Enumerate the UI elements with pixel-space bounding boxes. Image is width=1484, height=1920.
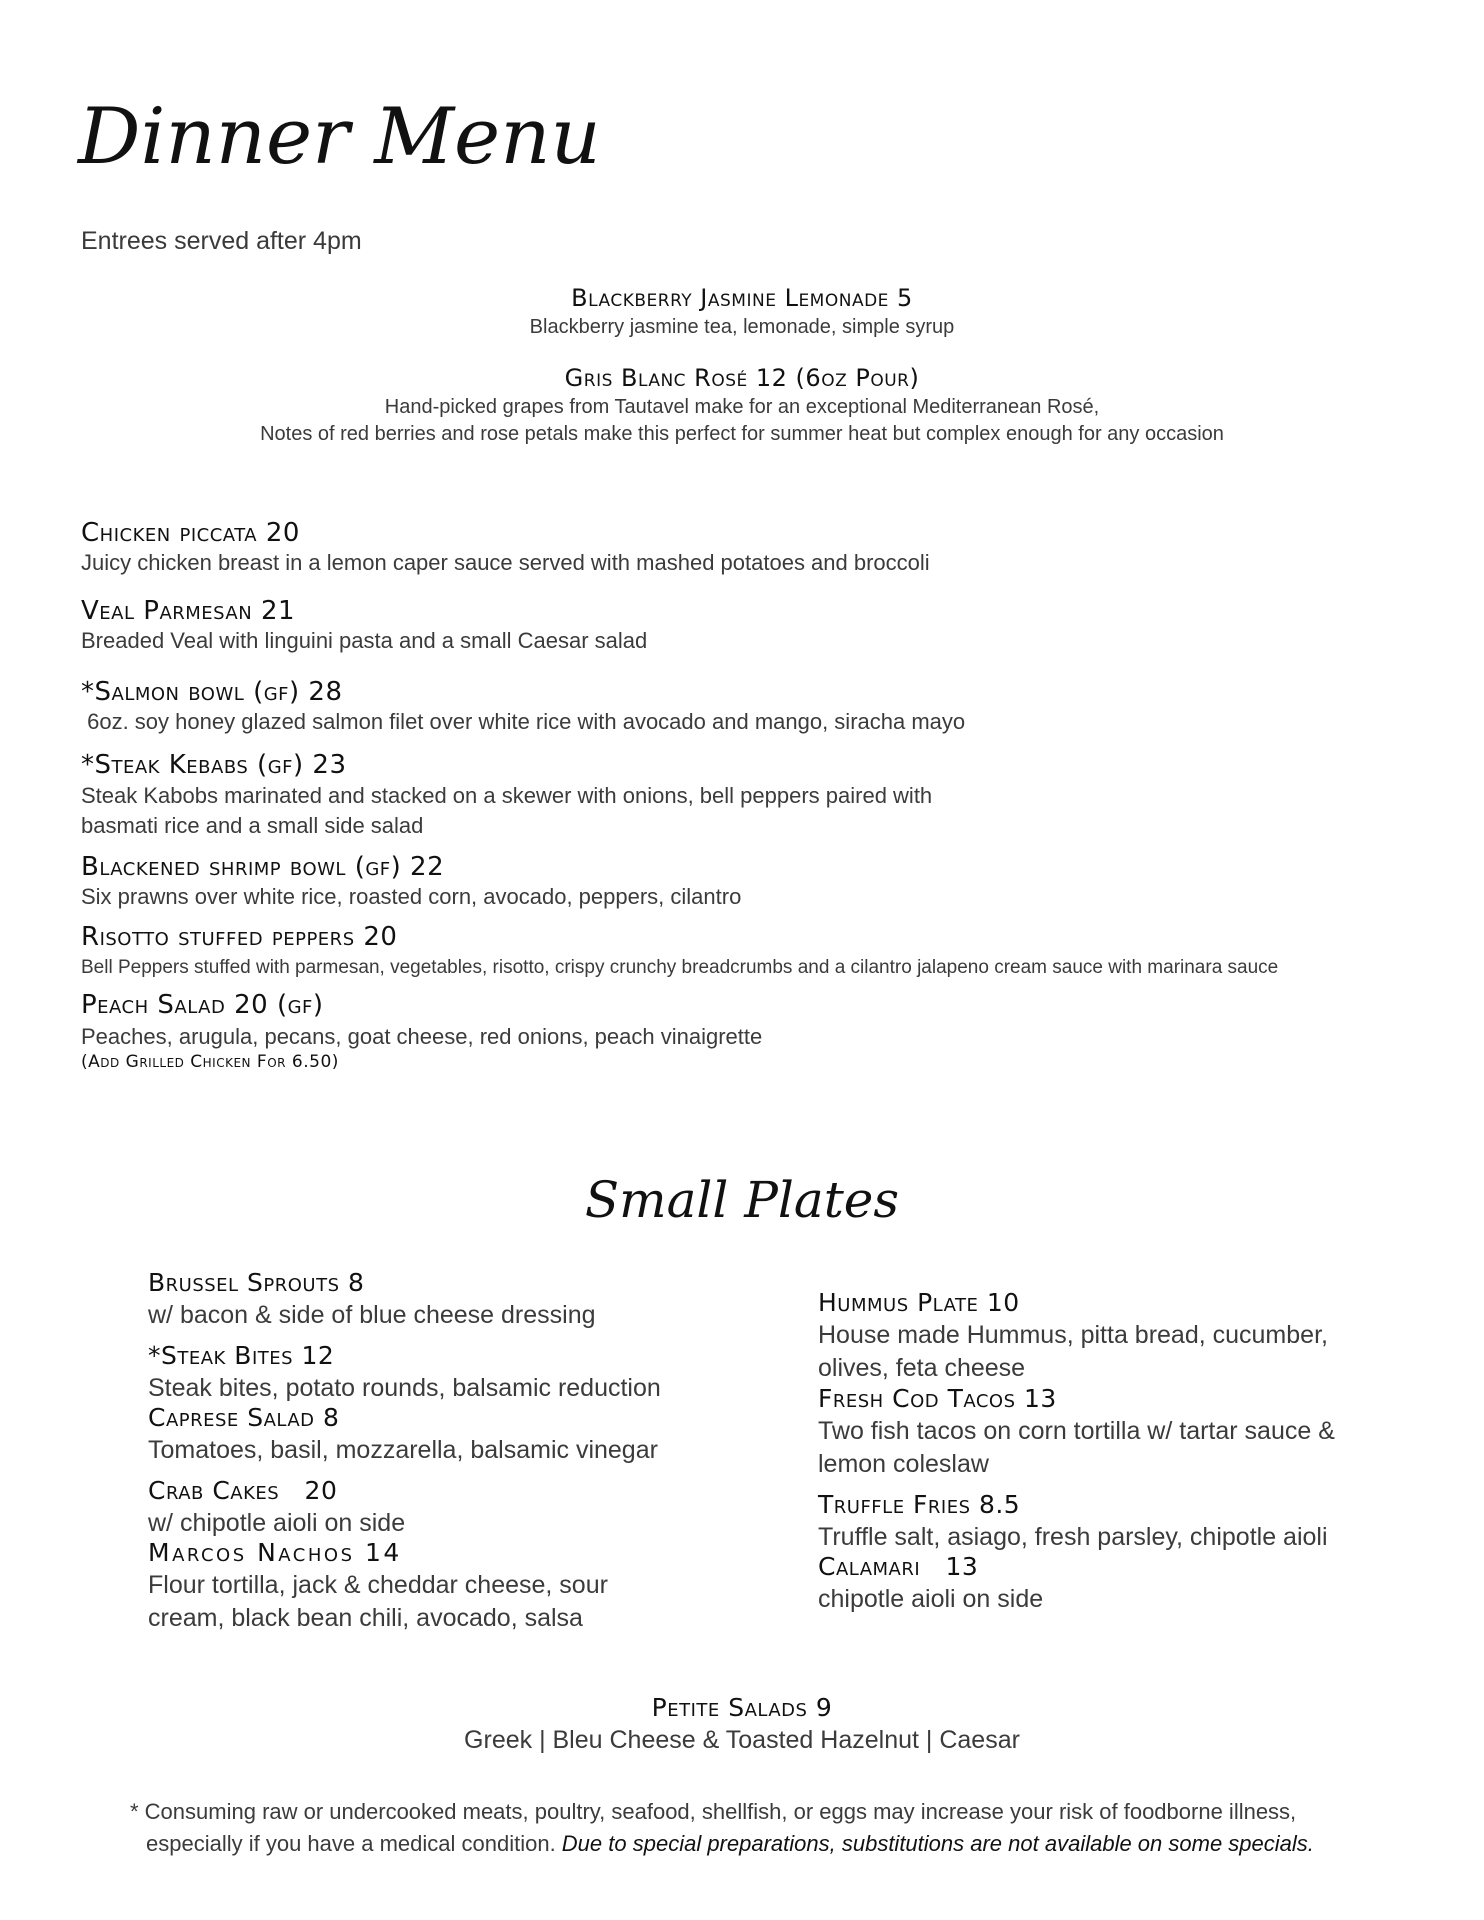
petite-salads-options: Greek | Bleu Cheese & Toasted Hazelnut | Caesar xyxy=(464,1726,1020,1754)
small-plate-description: Tomatoes, basil, mozzarella, balsamic vinegar xyxy=(148,1436,658,1464)
drink-description: Hand-picked grapes from Tautavel make for an exceptional Mediterranean Rosé, xyxy=(384,396,1100,418)
substitution-notice: Due to special preparations, substitutions are not available on some specials. xyxy=(561,1831,1314,1856)
entree-name: Risotto stuffed peppers 20 xyxy=(81,922,398,952)
small-plate-name: Hummus Plate 10 xyxy=(818,1288,1020,1317)
entree-description: Six prawns over white rice, roasted corn, avocado, peppers, cilantro xyxy=(81,884,742,909)
small-plate-name: *Steak Bites 12 xyxy=(148,1341,335,1370)
entree-name: Blackened shrimp bowl (gf) 22 xyxy=(81,852,445,882)
entree-description: Breaded Veal with linguini pasta and a small Caesar salad xyxy=(81,628,648,653)
entree-description: 6oz. soy honey glazed salmon filet over white rice with avocado and mango, siracha mayo xyxy=(81,709,966,734)
drink-name: Blackberry Jasmine Lemonade 5 xyxy=(571,284,913,312)
entree-description: Peaches, arugula, pecans, goat cheese, red onions, peach vinaigrette xyxy=(81,1024,763,1049)
small-plate-description: Steak bites, potato rounds, balsamic reduction xyxy=(148,1374,661,1402)
disclaimer-line-2 xyxy=(146,1831,1406,1857)
entree-name: Peach Salad 20 (gf) xyxy=(81,990,324,1020)
petite-salads-name: Petite Salads 9 xyxy=(651,1693,833,1722)
entree-description: basmati rice and a small side salad xyxy=(81,813,424,838)
small-plate-name: Crab Cakes 20 xyxy=(148,1476,338,1505)
entree-description: Bell Peppers stuffed with parmesan, vegetables, risotto, crispy crunchy breadcrumbs and a cilantro jalapeno cream sauce with marinara sauce xyxy=(81,957,1279,978)
entree-name: Veal Parmesan 21 xyxy=(81,596,296,626)
small-plate-description: w/ chipotle aioli on side xyxy=(148,1509,406,1537)
small-plates-title: Small Plates xyxy=(584,1171,900,1229)
small-plate-description: Truffle salt, asiago, fresh parsley, chipotle aioli xyxy=(818,1523,1328,1551)
small-plate-description: w/ bacon & side of blue cheese dressing xyxy=(148,1301,596,1329)
small-plate-description: olives, feta cheese xyxy=(818,1354,1026,1382)
small-plate-name: Calamari 13 xyxy=(818,1552,979,1581)
entree-name: Chicken piccata 20 xyxy=(81,518,300,548)
entree-add-on-note: (Add Grilled Chicken For 6.50) xyxy=(81,1052,339,1072)
drink-description: Blackberry jasmine tea, lemonade, simple syrup xyxy=(529,316,955,338)
small-plate-description: Two fish tacos on corn tortilla w/ tartar sauce & xyxy=(818,1417,1335,1445)
small-plate-description: House made Hummus, pitta bread, cucumber, xyxy=(818,1321,1328,1349)
small-plate-name: Marcos Nachos 14 xyxy=(148,1538,402,1567)
entree-name: *Salmon bowl (gf) 28 xyxy=(81,677,343,707)
small-plate-description: Flour tortilla, jack & cheddar cheese, sour xyxy=(148,1571,608,1599)
entree-description: Juicy chicken breast in a lemon caper sauce served with mashed potatoes and broccoli xyxy=(81,550,930,575)
menu-title: Dinner Menu xyxy=(78,92,601,182)
small-plate-description: lemon coleslaw xyxy=(818,1450,989,1478)
disclaimer-text: especially if you have a medical condition. xyxy=(146,1831,562,1856)
drink-description: Notes of red berries and rose petals make this perfect for summer heat but complex enough for any occasion xyxy=(260,423,1224,445)
small-plate-description: cream, black bean chili, avocado, salsa xyxy=(148,1604,583,1632)
small-plate-name: Caprese Salad 8 xyxy=(148,1403,340,1432)
health-disclaimer: * Consuming raw or undercooked meats, poultry, seafood, shellfish, or eggs may increase your risk of foodborne illness, xyxy=(130,1799,1297,1824)
entree-description: Steak Kabobs marinated and stacked on a skewer with onions, bell peppers paired with xyxy=(81,783,933,808)
entree-name: *Steak Kebabs (gf) 23 xyxy=(81,750,347,780)
service-note: Entrees served after 4pm xyxy=(81,227,362,255)
small-plate-name: Brussel Sprouts 8 xyxy=(148,1268,365,1297)
small-plate-name: Fresh Cod Tacos 13 xyxy=(818,1384,1057,1413)
small-plate-name: Truffle Fries 8.5 xyxy=(818,1490,1021,1519)
drink-name: Gris Blanc Rosé 12 (6oz Pour) xyxy=(564,364,920,392)
small-plate-description: chipotle aioli on side xyxy=(818,1585,1044,1613)
